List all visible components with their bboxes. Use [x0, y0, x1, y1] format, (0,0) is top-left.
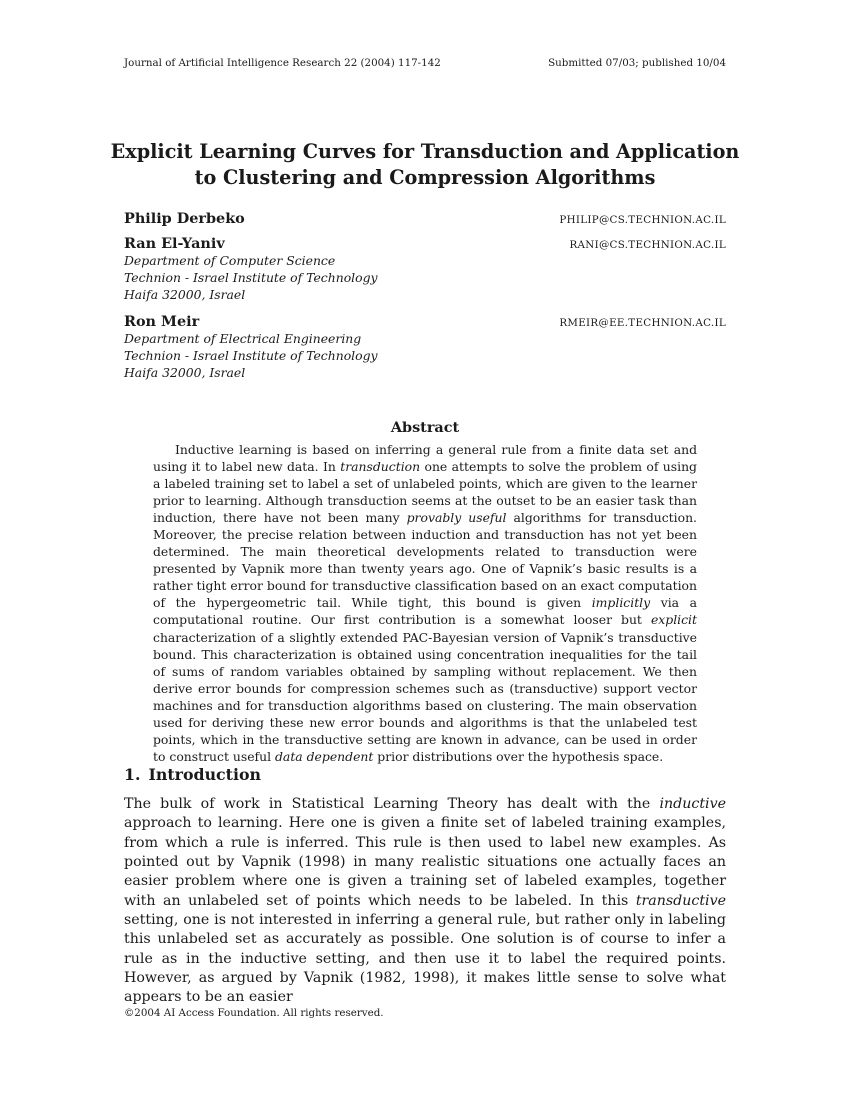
body-segment: The bulk of work in Statistical Learning Theory has dealt with the	[124, 796, 660, 812]
abstract-segment: Inductive learning is based on inferring a general rule from a finite data set and using it to label new data. In	[153, 442, 697, 475]
body-emphasis: inductive	[659, 796, 726, 812]
abstract-text	[153, 441, 697, 765]
abstract-emphasis: data dependent	[275, 748, 374, 764]
abstract-emphasis: provably useful	[406, 510, 507, 526]
section-number: 1.	[124, 765, 141, 784]
abstract-segment: one attempts to solve the problem of using a labeled training set to label a set of unlabeled points, which are given to the learner prior to learning. Although transduction seems at the outset to be an easier task than induction, there have not been many	[153, 459, 697, 526]
abstract-segment: characterization of a slightly extended PAC-Bayesian version of Vapnik’s transductive bound. This characterization is obtained using concentration inequalities for the tail of sums of random variables obtained by sampling without replacement. We then derive error bounds for compression schemes such as (transductive) support vector machines and for transduction algorithms based on clustering. The main observation used for deriving these new error bounds and algorithms is that the unlabeled test points, which in the transductive setting are known in advance, can be used in order to construct useful	[153, 629, 697, 764]
affiliation	[124, 252, 726, 303]
journal-citation: Journal of Artificial Intelligence Research 22 (2004) 117-142	[124, 57, 441, 69]
author-email: PHILIP@CS.TECHNION.AC.IL	[559, 214, 726, 226]
abstract-segment: prior distributions over the hypothesis space.	[373, 748, 664, 764]
body-segment: approach to learning. Here one is given a finite set of labeled training examples, from which a rule is inferred. This rule is then used to label new examples. As pointed out by Vapnik (1998) in many realistic situations one actually faces an easier problem where one is given a training set of labeled examples, together with an unlabeled set of points which needs to be labeled. In this	[124, 815, 726, 909]
introduction-paragraph	[124, 795, 726, 1008]
affiliation-address: Haifa 32000, Israel	[124, 365, 246, 380]
abstract-emphasis: explicit	[650, 612, 697, 628]
abstract-heading: Abstract	[390, 419, 460, 436]
affiliation-institute: Technion - Israel Institute of Technology	[124, 348, 378, 363]
paper-title	[80, 139, 770, 191]
author-name: Ron Meir	[124, 313, 200, 330]
author-1	[124, 210, 726, 227]
affiliation	[124, 330, 726, 381]
abstract-segment: algorithms for transduction. Moreover, the precise relation between induction and transduction has not yet been determined. The main theoretical developments related to transduction were presented by Vapnik more than twenty years ago. One of Vapnik’s basic results is a rather tight error bound for transductive classification based on an exact computation of the hypergeometric tail. While tight, this bound is given	[153, 510, 697, 611]
section-heading-introduction	[124, 765, 261, 784]
affiliation-department: Department of Electrical Engineering	[124, 331, 362, 346]
title-line-1: Explicit Learning Curves for Transduction and Application	[110, 140, 740, 163]
title-line-2: to Clustering and Compression Algorithms	[194, 166, 656, 189]
running-header	[124, 57, 726, 69]
abstract-emphasis: transduction	[340, 459, 421, 475]
abstract-emphasis: implicitly	[591, 595, 651, 611]
abstract-segment: via a computational routine. Our first contribution is a somewhat looser but	[153, 595, 697, 628]
author-email: RMEIR@EE.TECHNION.AC.IL	[559, 317, 726, 329]
body-emphasis: transductive	[635, 892, 726, 909]
author-3	[124, 313, 726, 381]
section-title: Introduction	[148, 765, 261, 784]
author-name: Philip Derbeko	[124, 210, 245, 227]
author-name: Ran El-Yaniv	[124, 235, 225, 252]
author-2	[124, 235, 726, 303]
copyright-notice: ©2004 AI Access Foundation. All rights reserved.	[124, 1007, 384, 1019]
body-segment: setting, one is not interested in inferring a general rule, but rather only in labeling this unlabeled set as accurately as possible. One solution is of course to infer a rule as in the inductive setting, and then use it to label the required points. However, as argued by Vapnik (1982, 1998), it makes little sense to solve what appears to be an easier	[124, 912, 726, 1006]
affiliation-department: Department of Computer Science	[124, 253, 336, 268]
author-email: RANI@CS.TECHNION.AC.IL	[569, 239, 726, 251]
affiliation-institute: Technion - Israel Institute of Technology	[124, 270, 378, 285]
submission-dates: Submitted 07/03; published 10/04	[548, 57, 726, 69]
affiliation-address: Haifa 32000, Israel	[124, 287, 246, 302]
